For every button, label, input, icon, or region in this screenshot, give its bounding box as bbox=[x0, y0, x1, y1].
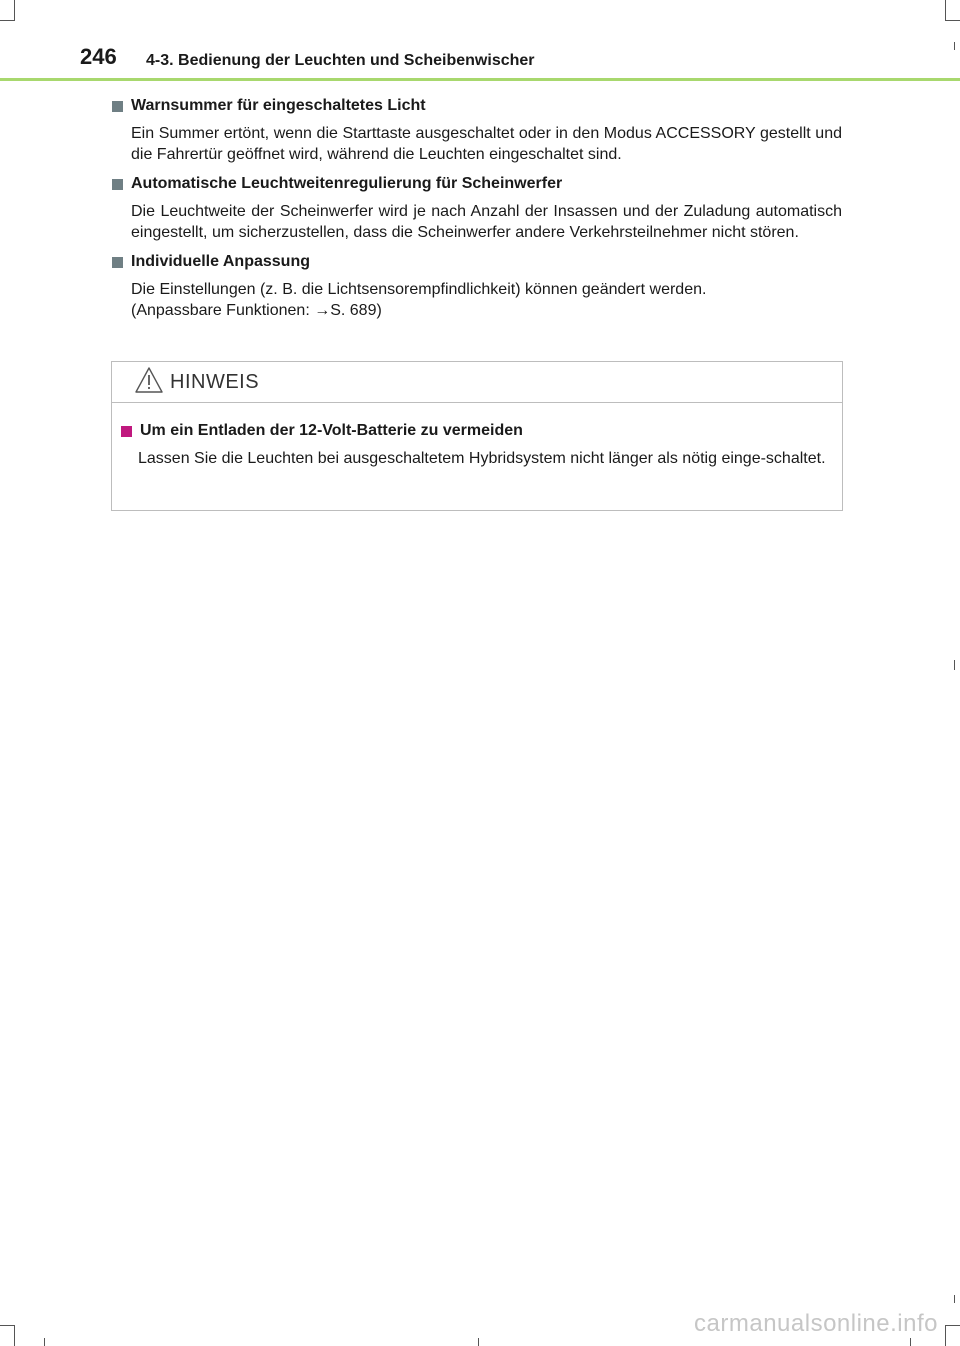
crop-mark bbox=[954, 660, 955, 670]
section-body bbox=[131, 123, 842, 165]
page-reference-link[interactable]: (Anpassbare Funktionen: →S. 689) bbox=[131, 302, 382, 319]
notice-content bbox=[121, 420, 829, 469]
warning-triangle-icon bbox=[135, 366, 163, 394]
section-headlight-leveling bbox=[112, 173, 842, 243]
square-bullet-icon bbox=[121, 426, 132, 437]
crop-mark bbox=[910, 1338, 911, 1346]
section-body bbox=[131, 201, 842, 243]
section-paragraph: Die Leuchtweite der Scheinwerfer wird je nach Anzahl der Insassen und der Zuladung automatisch eingestellt, um sicherzustellen, dass die Scheinwerfer andere Verkehrsteilnehmer nicht stören. bbox=[131, 203, 842, 241]
crop-mark bbox=[14, 1325, 15, 1346]
page-number: 246 bbox=[80, 44, 117, 69]
crop-mark bbox=[478, 1338, 479, 1346]
section-body bbox=[131, 279, 842, 321]
notice-box bbox=[111, 361, 843, 511]
notice-heading-text: Um ein Entladen der 12-Volt-Batterie zu vermeiden bbox=[140, 422, 523, 439]
watermark: carmanualsonline.info bbox=[694, 1310, 938, 1337]
crop-mark bbox=[945, 1325, 960, 1326]
section-heading-text: Individuelle Anpassung bbox=[131, 253, 310, 270]
notice-heading bbox=[121, 420, 829, 442]
crop-mark bbox=[0, 20, 15, 21]
header-rule bbox=[0, 78, 960, 81]
crop-mark bbox=[0, 1325, 15, 1326]
section-paragraph: Die Einstellungen (z. B. die Lichtsensorempfindlichkeit) können geändert werden. bbox=[131, 281, 707, 298]
crop-mark bbox=[945, 20, 960, 21]
section-light-warning-buzzer bbox=[112, 95, 842, 165]
content-sections bbox=[112, 95, 842, 329]
section-customization bbox=[112, 251, 842, 321]
crop-mark bbox=[14, 0, 15, 20]
square-bullet-icon bbox=[112, 179, 123, 190]
crop-mark bbox=[954, 1295, 955, 1303]
section-heading-text: Warnsummer für eingeschaltetes Licht bbox=[131, 97, 426, 114]
crop-mark bbox=[945, 1325, 946, 1346]
notice-title: HINWEIS bbox=[170, 371, 260, 393]
section-heading bbox=[112, 251, 842, 273]
section-heading bbox=[112, 95, 842, 117]
section-heading bbox=[112, 173, 842, 195]
square-bullet-icon bbox=[112, 257, 123, 268]
notice-text: Lassen Sie die Leuchten bei ausgeschaltetem Hybridsystem nicht länger als nötig einge-schaltet. bbox=[138, 450, 826, 467]
crop-mark bbox=[44, 1338, 45, 1346]
section-paragraph: Ein Summer ertönt, wenn die Starttaste ausgeschaltet oder in den Modus ACCESSORY gestellt und die Fahrertür geöffnet wird, während die Leuchten eingeschaltet sind. bbox=[131, 125, 842, 163]
section-heading-text: Automatische Leuchtweitenregulierung für Scheinwerfer bbox=[131, 175, 563, 192]
notice-header bbox=[112, 362, 842, 403]
chapter-title: 4-3. Bedienung der Leuchten und Scheibenwischer bbox=[146, 52, 535, 69]
crop-mark bbox=[945, 0, 946, 20]
page-header bbox=[0, 40, 960, 82]
square-bullet-icon bbox=[112, 101, 123, 112]
